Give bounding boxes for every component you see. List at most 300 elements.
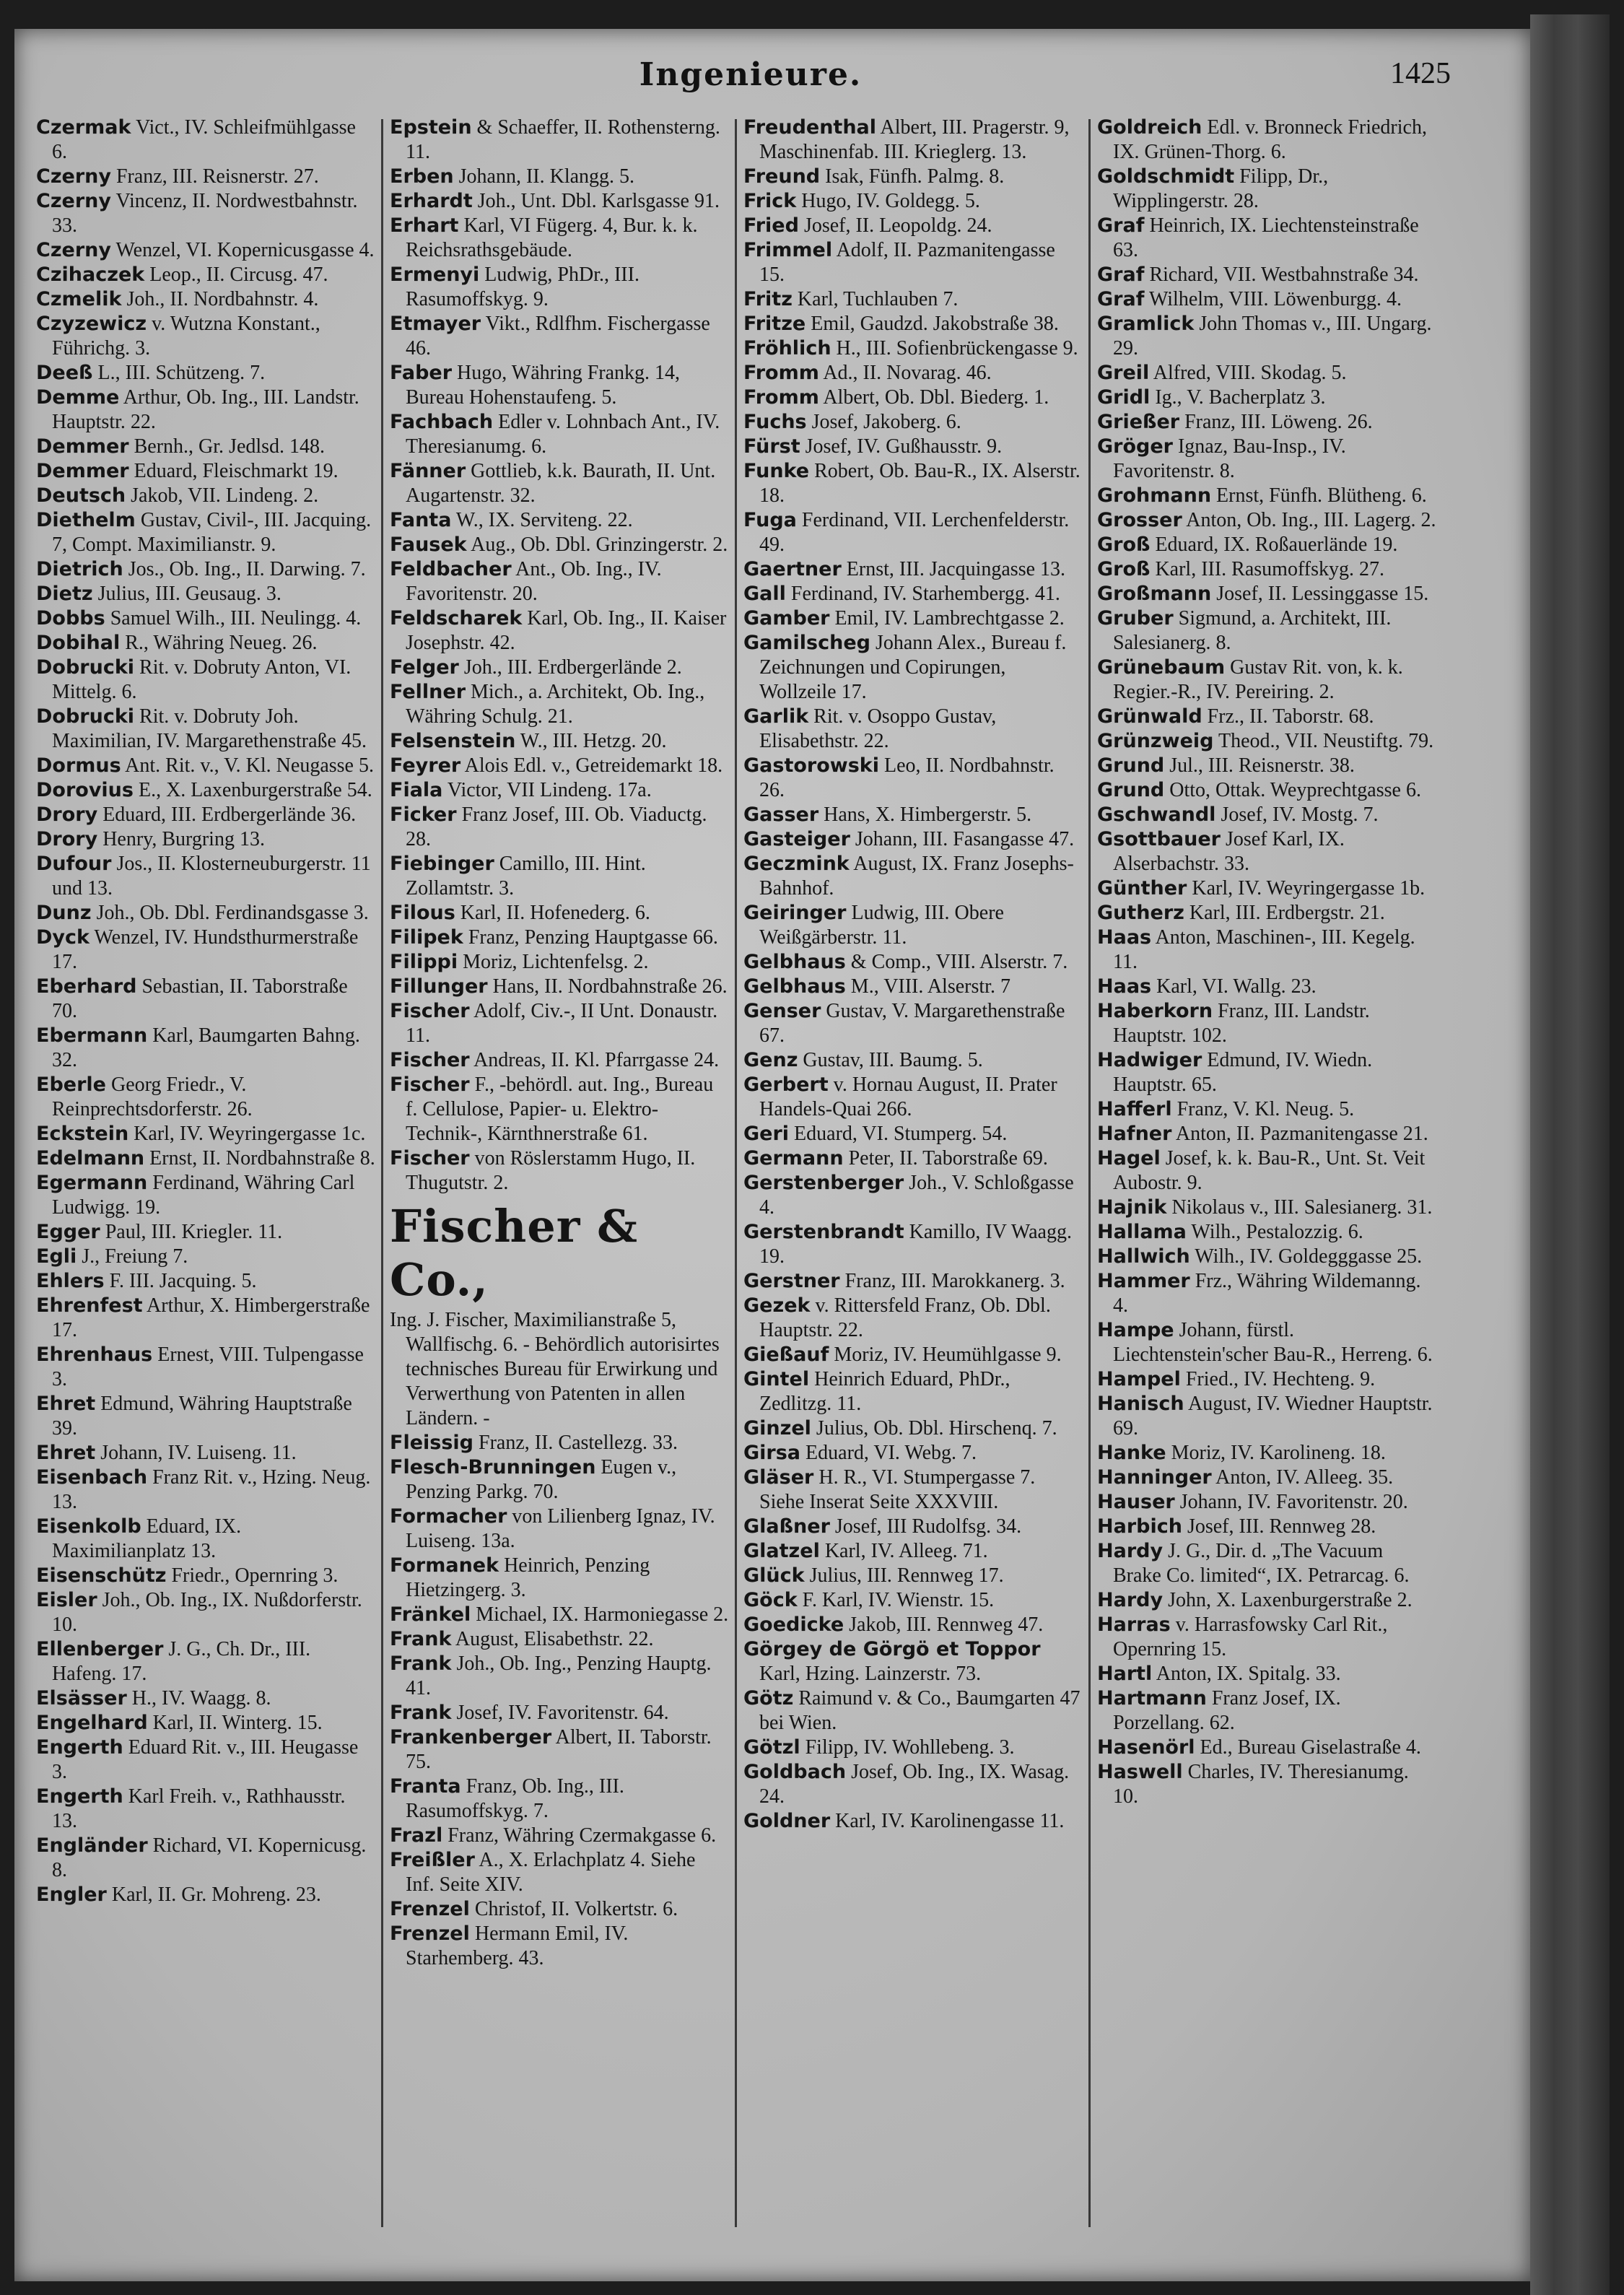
entry-surname: Ebermann bbox=[36, 1024, 148, 1047]
entry-surname: Geri bbox=[743, 1123, 790, 1145]
directory-entry bbox=[1097, 165, 1436, 214]
entry-surname: Gerstenberger bbox=[743, 1172, 904, 1194]
entry-surname: Deeß bbox=[36, 362, 93, 384]
directory-entry bbox=[36, 754, 375, 778]
entry-details: Isak, Fünfh. Palmg. 8. bbox=[820, 165, 1005, 188]
entry-details: Leo, II. Nordbahnstr. 26. bbox=[759, 754, 1055, 801]
directory-entry bbox=[1097, 508, 1436, 533]
directory-entry bbox=[743, 1343, 1083, 1367]
directory-entry bbox=[743, 1539, 1083, 1564]
directory-entry bbox=[743, 361, 1083, 386]
directory-entry bbox=[390, 926, 729, 950]
entry-surname: Dietz bbox=[36, 583, 93, 605]
entry-details: Andreas, II. Kl. Pfarrgasse 24. bbox=[469, 1049, 720, 1071]
directory-entry bbox=[743, 312, 1083, 336]
directory-entry bbox=[743, 1048, 1083, 1073]
entry-surname: Czihaczek bbox=[36, 264, 145, 286]
entry-surname: Gamilscheg bbox=[743, 632, 870, 654]
entry-details: Heinrich Eduard, PhDr., Zedlitzg. 11. bbox=[759, 1368, 1010, 1415]
directory-entry bbox=[743, 950, 1083, 975]
directory-column-2 bbox=[390, 116, 729, 2252]
directory-entry bbox=[36, 1245, 375, 1269]
entry-details: Ludwig, PhDr., III. Rasumoffskyg. 9. bbox=[406, 264, 639, 310]
entry-details: Anton, IV. Alleeg. 35. bbox=[1211, 1466, 1394, 1489]
entry-surname: Gsottbauer bbox=[1097, 828, 1221, 850]
directory-entry bbox=[36, 1883, 375, 1907]
directory-entry bbox=[36, 975, 375, 1024]
entry-surname: Engelhard bbox=[36, 1712, 148, 1734]
directory-entry bbox=[390, 459, 729, 508]
directory-entry bbox=[1097, 1760, 1436, 1809]
entry-surname: Frenzel bbox=[390, 1898, 470, 1920]
entry-surname: Deutsch bbox=[36, 484, 126, 507]
entry-details: Raimund v. & Co., Baumgarten 47 bei Wien. bbox=[759, 1687, 1081, 1734]
directory-entry bbox=[1097, 484, 1436, 508]
entry-details: Vict., IV. Schleifmühlgasse 6. bbox=[52, 116, 356, 163]
entry-details: Hugo, IV. Goldegg. 5. bbox=[796, 190, 980, 212]
directory-entry bbox=[390, 533, 729, 557]
entry-details: Anton, Maschinen-, III. Kegelg. 11. bbox=[1113, 926, 1415, 973]
entry-surname: Fiala bbox=[390, 779, 443, 801]
entry-surname: Günther bbox=[1097, 877, 1187, 900]
directory-entry bbox=[390, 950, 729, 975]
entry-details: Eduard, Fleischmarkt 19. bbox=[128, 460, 339, 482]
entry-surname: Goldbach bbox=[743, 1761, 847, 1783]
directory-entry bbox=[390, 214, 729, 263]
entry-surname: Grünebaum bbox=[1097, 656, 1226, 679]
entry-details: Ferdinand, Währing Carl Ludwigg. 19. bbox=[52, 1172, 355, 1219]
directory-entry bbox=[36, 803, 375, 827]
entry-details: Edler v. Lohnbach Ant., IV. Theresianumg. 6. bbox=[406, 411, 720, 458]
directory-entry bbox=[1097, 1613, 1436, 1662]
entry-surname: Erhart bbox=[390, 214, 459, 237]
entry-surname: Ginzel bbox=[743, 1417, 811, 1440]
entry-surname: Dunz bbox=[36, 902, 92, 924]
directory-entry bbox=[1097, 1392, 1436, 1441]
entry-details: Michael, IX. Harmoniegasse 2. bbox=[471, 1603, 729, 1626]
entry-surname: Engler bbox=[36, 1884, 107, 1906]
directory-entry bbox=[1097, 116, 1436, 165]
entry-details: Josef, IV. Gußhausstr. 9. bbox=[800, 435, 1003, 458]
entry-surname: Ehret bbox=[36, 1442, 96, 1464]
entry-surname: Engländer bbox=[36, 1834, 148, 1857]
entry-details: Samuel Wilh., III. Neulingg. 4. bbox=[105, 607, 362, 630]
entry-surname: Goldreich bbox=[1097, 116, 1202, 139]
entry-details: Robert, Ob. Bau-R., IX. Alserstr. 18. bbox=[759, 460, 1081, 507]
directory-entry bbox=[36, 1171, 375, 1220]
directory-entry bbox=[36, 1711, 375, 1736]
directory-entry bbox=[1097, 1441, 1436, 1466]
entry-details: Rit. v. Dobruty Anton, VI. Mittelg. 6. bbox=[52, 656, 352, 703]
entry-surname: Gall bbox=[743, 583, 786, 605]
entry-details: Edmund, Währing Hauptstraße 39. bbox=[52, 1393, 352, 1440]
entry-details: Karl, Hzing. Lainzerstr. 73. bbox=[759, 1663, 982, 1685]
directory-entry bbox=[36, 1024, 375, 1073]
entry-details: Aug., Ob. Dbl. Grinzingerstr. 2. bbox=[466, 534, 728, 556]
entry-details: Karl, IV. Karolinengasse 11. bbox=[830, 1810, 1065, 1832]
entry-details: Ferdinand, IV. Starhembergg. 41. bbox=[785, 583, 1060, 605]
entry-surname: Glaßner bbox=[743, 1515, 830, 1538]
entry-surname: Groß bbox=[1097, 558, 1151, 580]
directory-entry bbox=[390, 263, 729, 312]
directory-entry bbox=[36, 901, 375, 926]
entry-details: Albert, Ob. Dbl. Biederg. 1. bbox=[818, 386, 1049, 409]
entry-details: Vikt., Rdlfhm. Fischergasse 46. bbox=[406, 313, 710, 360]
directory-entry bbox=[390, 1725, 729, 1774]
entry-surname: Fröhlich bbox=[743, 337, 831, 360]
entry-details: Karl, II. Gr. Mohreng. 23. bbox=[106, 1884, 321, 1906]
directory-entry bbox=[743, 1686, 1083, 1736]
entry-surname: Freißler bbox=[390, 1849, 475, 1871]
directory-entry bbox=[390, 165, 729, 189]
entry-details: Franz, II. Castellezg. 33. bbox=[473, 1432, 678, 1454]
entry-surname: Czerny bbox=[36, 190, 111, 212]
directory-entry bbox=[36, 606, 375, 631]
directory-entry bbox=[36, 656, 375, 705]
directory-entry bbox=[743, 1220, 1083, 1269]
directory-entry bbox=[36, 459, 375, 484]
entry-details: Julius, III. Rennweg 17. bbox=[804, 1564, 1004, 1587]
entry-details: Eduard, IX. Maximilianplatz 13. bbox=[52, 1515, 242, 1562]
entry-surname: Fränkel bbox=[390, 1603, 471, 1626]
entry-details: Leop., II. Circusg. 47. bbox=[144, 264, 328, 286]
entry-details: Ernst, III. Jacquingasse 13. bbox=[841, 558, 1066, 580]
entry-surname: Hartmann bbox=[1097, 1687, 1207, 1710]
directory-entry bbox=[390, 1504, 729, 1554]
directory-entry bbox=[1097, 1662, 1436, 1686]
entry-details: R., Währing Neueg. 26. bbox=[120, 632, 318, 654]
entry-details: Ernst, Fünfh. Blütheng. 6. bbox=[1211, 484, 1427, 507]
entry-surname: Hardy bbox=[1097, 1540, 1164, 1562]
directory-entry bbox=[743, 999, 1083, 1048]
directory-entry bbox=[390, 803, 729, 852]
entry-surname: Gießauf bbox=[743, 1344, 829, 1366]
entry-surname: Hafner bbox=[1097, 1123, 1172, 1145]
entry-details: Josef, k. k. Bau-R., Unt. St. Veit Aubostr. 9. bbox=[1113, 1147, 1426, 1194]
directory-entry bbox=[390, 778, 729, 803]
entry-surname: Gintel bbox=[743, 1368, 810, 1390]
entry-details: Peter, II. Taborstraße 69. bbox=[843, 1147, 1048, 1170]
directory-entry bbox=[1097, 1146, 1436, 1196]
entry-surname: Hanninger bbox=[1097, 1466, 1212, 1489]
entry-details: & Comp., VIII. Alserstr. 7. bbox=[845, 951, 1068, 973]
entry-surname: Geiringer bbox=[743, 902, 847, 924]
directory-entry bbox=[36, 1294, 375, 1343]
directory-entry bbox=[1097, 1490, 1436, 1515]
entry-details: Josef, Ob. Ing., IX. Wasag. 24. bbox=[759, 1761, 1070, 1808]
entry-surname: Felsenstein bbox=[390, 730, 516, 752]
directory-entry bbox=[36, 1441, 375, 1466]
entry-details: August, Elisabethstr. 22. bbox=[451, 1628, 654, 1650]
directory-entry bbox=[1097, 778, 1436, 803]
entry-surname: Graf bbox=[1097, 214, 1145, 237]
directory-entry bbox=[36, 165, 375, 189]
entry-details: Karl, VI. Wallg. 23. bbox=[1151, 975, 1317, 998]
entry-surname: Grund bbox=[1097, 754, 1165, 777]
entry-surname: Hauser bbox=[1097, 1491, 1175, 1513]
entry-details: H. R., VI. Stumpergasse 7. Siehe Inserat Seite XXXVIII. bbox=[759, 1466, 1036, 1513]
entry-surname: Eberhard bbox=[36, 975, 137, 998]
entry-surname: Faber bbox=[390, 362, 453, 384]
directory-entry bbox=[1097, 606, 1436, 656]
entry-details: M., VIII. Alserstr. 7 bbox=[845, 975, 1010, 998]
entry-details: Eduard, VI. Webg. 7. bbox=[800, 1442, 977, 1464]
entry-surname: Ficker bbox=[390, 804, 457, 826]
entry-details: Moriz, IV. Heumühlgasse 9. bbox=[829, 1344, 1062, 1366]
advertisement-heading: Fischer & Co., bbox=[390, 1200, 638, 1306]
entry-surname: Czmelik bbox=[36, 288, 122, 310]
entry-surname: Ehlers bbox=[36, 1270, 105, 1292]
entry-surname: Garlik bbox=[743, 705, 809, 728]
entry-surname: Götzl bbox=[743, 1736, 800, 1759]
directory-entry bbox=[390, 1922, 729, 1971]
entry-details: August, IX. Franz Josephs-Bahnhof. bbox=[759, 853, 1074, 900]
directory-entry bbox=[1097, 999, 1436, 1048]
entry-details: Jakob, III. Rennweg 47. bbox=[844, 1614, 1044, 1636]
directory-entry bbox=[390, 1455, 729, 1504]
directory-entry bbox=[743, 214, 1083, 238]
directory-entry bbox=[743, 1294, 1083, 1343]
entry-surname: Frazl bbox=[390, 1824, 443, 1847]
entry-details: Karl, III. Rasumoffskyg. 27. bbox=[1150, 558, 1384, 580]
entry-details: Jakob, VII. Lindeng. 2. bbox=[126, 484, 319, 507]
directory-entry bbox=[1097, 1736, 1436, 1760]
entry-surname: Formacher bbox=[390, 1505, 507, 1528]
directory-entry bbox=[36, 852, 375, 901]
entry-surname: Haas bbox=[1097, 975, 1152, 998]
entry-details: Jul., III. Reisnerstr. 38. bbox=[1164, 754, 1355, 777]
entry-details: W., IX. Serviteng. 22. bbox=[451, 509, 633, 531]
entry-surname: Haswell bbox=[1097, 1761, 1183, 1783]
entry-surname: Fuchs bbox=[743, 411, 807, 433]
directory-entry bbox=[1097, 1048, 1436, 1097]
entry-details: Emil, Gaudzd. Jakobstraße 38. bbox=[806, 313, 1059, 335]
directory-entry bbox=[390, 410, 729, 459]
entry-surname: Freudenthal bbox=[743, 116, 877, 139]
entry-details: Joh., III. Erdbergerlände 2. bbox=[458, 656, 682, 679]
entry-surname: Dobrucki bbox=[36, 705, 135, 728]
entry-details: v. Harrasfowsky Carl Rit., Opernring 15. bbox=[1113, 1614, 1388, 1660]
directory-entry bbox=[743, 754, 1083, 803]
directory-entry bbox=[36, 926, 375, 975]
directory-entry bbox=[36, 484, 375, 508]
entry-details: Wenzel, IV. Hundsthurmerstraße 17. bbox=[52, 926, 359, 973]
directory-column-4 bbox=[1097, 116, 1436, 2252]
entry-details: Julius, III. Geusaug. 3. bbox=[92, 583, 281, 605]
entry-surname: Eisler bbox=[36, 1589, 97, 1611]
directory-entry bbox=[390, 361, 729, 410]
directory-entry bbox=[1097, 1220, 1436, 1245]
directory-entry bbox=[1097, 361, 1436, 386]
directory-column-1 bbox=[36, 116, 375, 2252]
entry-details: Heinrich, IX. Liechtensteinstraße 63. bbox=[1113, 214, 1419, 261]
directory-entry bbox=[1097, 1269, 1436, 1318]
entry-surname: Ehret bbox=[36, 1393, 96, 1415]
directory-entry bbox=[1097, 827, 1436, 876]
entry-details: Karl Freih. v., Rathhausstr. 13. bbox=[52, 1785, 346, 1832]
entry-surname: Hajnik bbox=[1097, 1196, 1167, 1219]
entry-details: Richard, VII. Westbahnstraße 34. bbox=[1144, 264, 1419, 286]
entry-details: Wilh., IV. Goldegggasse 25. bbox=[1189, 1245, 1423, 1268]
entry-details: Franz Rit. v., Hzing. Neug. 13. bbox=[52, 1466, 371, 1513]
entry-surname: Gamber bbox=[743, 607, 830, 630]
entry-details: Joh., II. Nordbahnstr. 4. bbox=[121, 288, 319, 310]
directory-entry bbox=[743, 508, 1083, 557]
entry-surname: Felger bbox=[390, 656, 459, 679]
page-header bbox=[14, 56, 1530, 114]
entry-surname: Graf bbox=[1097, 264, 1145, 286]
directory-entry bbox=[390, 1048, 729, 1073]
entry-surname: Hagel bbox=[1097, 1147, 1161, 1170]
directory-entry bbox=[743, 1760, 1083, 1809]
entry-details: Ernst, II. Nordbahnstraße 8. bbox=[144, 1147, 375, 1170]
book-page-edge bbox=[1530, 14, 1610, 2295]
entry-details: Albert, II. Taborstr. 75. bbox=[406, 1726, 712, 1773]
directory-entry bbox=[1097, 287, 1436, 312]
entry-surname: Dormus bbox=[36, 754, 121, 777]
entry-surname: Demmer bbox=[36, 460, 129, 482]
entry-details: Karl, III. Erdbergstr. 21. bbox=[1184, 902, 1385, 924]
entry-surname: Freund bbox=[743, 165, 821, 188]
entry-details: Gustav, V. Margarethenstraße 67. bbox=[759, 1000, 1065, 1047]
entry-surname: Egermann bbox=[36, 1172, 148, 1194]
directory-entry bbox=[743, 803, 1083, 827]
entry-surname: Hallama bbox=[1097, 1221, 1187, 1243]
entry-details: Alfred, VIII. Skodag. 5. bbox=[1149, 362, 1347, 384]
entry-surname: Girsa bbox=[743, 1442, 801, 1464]
entry-surname: Hammer bbox=[1097, 1270, 1190, 1292]
directory-entry bbox=[390, 1603, 729, 1627]
entry-details: Richard, VI. Kopernicusg. 8. bbox=[52, 1834, 367, 1881]
entry-surname: Erben bbox=[390, 165, 454, 188]
directory-entry bbox=[1097, 1318, 1436, 1367]
entry-surname: Ehrenhaus bbox=[36, 1344, 153, 1366]
directory-entry bbox=[743, 1736, 1083, 1760]
directory-entry bbox=[36, 1515, 375, 1564]
directory-entry bbox=[390, 1431, 729, 1455]
entry-surname: Fellner bbox=[390, 681, 466, 703]
directory-entry bbox=[743, 336, 1083, 361]
directory-entry bbox=[390, 1652, 729, 1701]
entry-details: Joh., Ob. Dbl. Ferdinandsgasse 3. bbox=[91, 902, 369, 924]
directory-entry bbox=[390, 754, 729, 778]
entry-surname: Fänner bbox=[390, 460, 466, 482]
directory-entry bbox=[36, 361, 375, 386]
directory-entry bbox=[390, 901, 729, 926]
entry-surname: Dobihal bbox=[36, 632, 121, 654]
entry-surname: Grießer bbox=[1097, 411, 1180, 433]
entry-surname: Fromm bbox=[743, 386, 819, 409]
directory-entry bbox=[743, 1122, 1083, 1146]
directory-entry bbox=[743, 1613, 1083, 1637]
entry-details: L., III. Schützeng. 7. bbox=[92, 362, 266, 384]
entry-details: Josef, III Rudolfsg. 34. bbox=[829, 1515, 1022, 1538]
entry-details: Wilh., Pestalozzig. 6. bbox=[1186, 1221, 1363, 1243]
entry-surname: Hardy bbox=[1097, 1589, 1164, 1611]
directory-entry bbox=[390, 729, 729, 754]
entry-surname: Demmer bbox=[36, 435, 129, 458]
entry-details: Karl, Baumgarten Bahng. 32. bbox=[52, 1024, 360, 1071]
entry-details: Fried., IV. Hechteng. 9. bbox=[1180, 1368, 1376, 1390]
entry-surname: Eisenbach bbox=[36, 1466, 148, 1489]
directory-entry bbox=[36, 1220, 375, 1245]
entry-surname: Goldschmidt bbox=[1097, 165, 1235, 188]
entry-surname: Eisenschütz bbox=[36, 1564, 167, 1587]
entry-details: E., X. Laxenburgerstraße 54. bbox=[133, 779, 372, 801]
directory-entry bbox=[36, 1146, 375, 1171]
directory-entry bbox=[390, 606, 729, 656]
entry-details: Karl, Ob. Ing., II. Kaiser Josephstr. 42. bbox=[406, 607, 727, 654]
entry-surname: Germann bbox=[743, 1147, 844, 1170]
directory-entry bbox=[743, 631, 1083, 705]
directory-entry bbox=[36, 1736, 375, 1785]
entry-surname: Gutherz bbox=[1097, 902, 1184, 924]
directory-entry bbox=[36, 631, 375, 656]
entry-surname: Gridl bbox=[1097, 386, 1151, 409]
directory-entry bbox=[390, 680, 729, 729]
entry-details: Karl, II. Hofenederg. 6. bbox=[455, 902, 650, 924]
entry-surname: Epstein bbox=[390, 116, 472, 139]
entry-details: Bernh., Gr. Jedlsd. 148. bbox=[128, 435, 326, 458]
entry-surname: Geczmink bbox=[743, 853, 850, 875]
entry-surname: Frank bbox=[390, 1628, 452, 1650]
entry-surname: Frank bbox=[390, 1652, 452, 1675]
entry-details: Julius, Ob. Dbl. Hirschenq. 7. bbox=[811, 1417, 1057, 1440]
directory-entry bbox=[36, 1588, 375, 1637]
entry-details: Victor, VII Lindeng. 17a. bbox=[442, 779, 652, 801]
directory-entry bbox=[743, 852, 1083, 901]
entry-surname: Filippi bbox=[390, 951, 458, 973]
directory-entry bbox=[743, 827, 1083, 852]
directory-entry bbox=[743, 1564, 1083, 1588]
entry-details: Ludwig, III. Obere Weißgärberstr. 11. bbox=[759, 902, 1004, 949]
entry-details: von Röslerstamm Hugo, II. Thugutstr. 2. bbox=[406, 1147, 696, 1194]
entry-surname: Feyrer bbox=[390, 754, 461, 777]
directory-entry bbox=[390, 852, 729, 901]
directory-entry bbox=[36, 1834, 375, 1883]
entry-surname: Grund bbox=[1097, 779, 1165, 801]
entry-surname: Hampel bbox=[1097, 1368, 1181, 1390]
entry-surname: Fausek bbox=[390, 534, 467, 556]
entry-details: Sebastian, II. Taborstraße 70. bbox=[52, 975, 348, 1022]
entry-details: Johann, III. Fasangasse 47. bbox=[850, 828, 1075, 850]
entry-details: Josef, IV. Mostg. 7. bbox=[1215, 804, 1379, 826]
entry-details: Theod., VII. Neustiftg. 79. bbox=[1213, 730, 1434, 752]
entry-details: Ed., Bureau Giselastraße 4. bbox=[1195, 1736, 1421, 1759]
entry-details: Anton, Ob. Ing., III. Lagerg. 2. bbox=[1182, 509, 1436, 531]
directory-entry bbox=[1097, 1588, 1436, 1613]
entry-details: Franz, Ob. Ing., III. Rasumoffskyg. 7. bbox=[406, 1775, 624, 1822]
directory-entry bbox=[36, 386, 375, 435]
entry-details: Anton, II. Pazmanitengasse 21. bbox=[1171, 1123, 1428, 1145]
entry-details: Eduard Rit. v., III. Heugasse 3. bbox=[52, 1736, 359, 1783]
entry-details: Franz Josef, III. Ob. Viaductg. 28. bbox=[406, 804, 707, 850]
entry-surname: Dorovius bbox=[36, 779, 134, 801]
entry-details: Johann, IV. Luiseng. 11. bbox=[95, 1442, 297, 1464]
entry-details: Franz, V. Kl. Neug. 5. bbox=[1171, 1098, 1355, 1120]
entry-surname: Göck bbox=[743, 1589, 798, 1611]
page-number: 1425 bbox=[1390, 57, 1451, 90]
entry-surname: Filipek bbox=[390, 926, 463, 949]
entry-details: F. III. Jacquing. 5. bbox=[104, 1270, 257, 1292]
entry-details: Emil, IV. Lambrechtgasse 2. bbox=[829, 607, 1065, 630]
entry-surname: Görgey de Görgö et Toppor bbox=[743, 1638, 1041, 1660]
entry-details: John Thomas v., III. Ungarg. 29. bbox=[1113, 313, 1432, 360]
entry-details: Hans, II. Nordbahnstraße 26. bbox=[487, 975, 728, 998]
entry-details: Filipp, IV. Wohllebeng. 3. bbox=[800, 1736, 1015, 1759]
entry-surname: Fischer bbox=[390, 1074, 470, 1096]
entry-details: Hugo, Währing Frankg. 14, Bureau Hohenstaufeng. 5. bbox=[406, 362, 681, 409]
